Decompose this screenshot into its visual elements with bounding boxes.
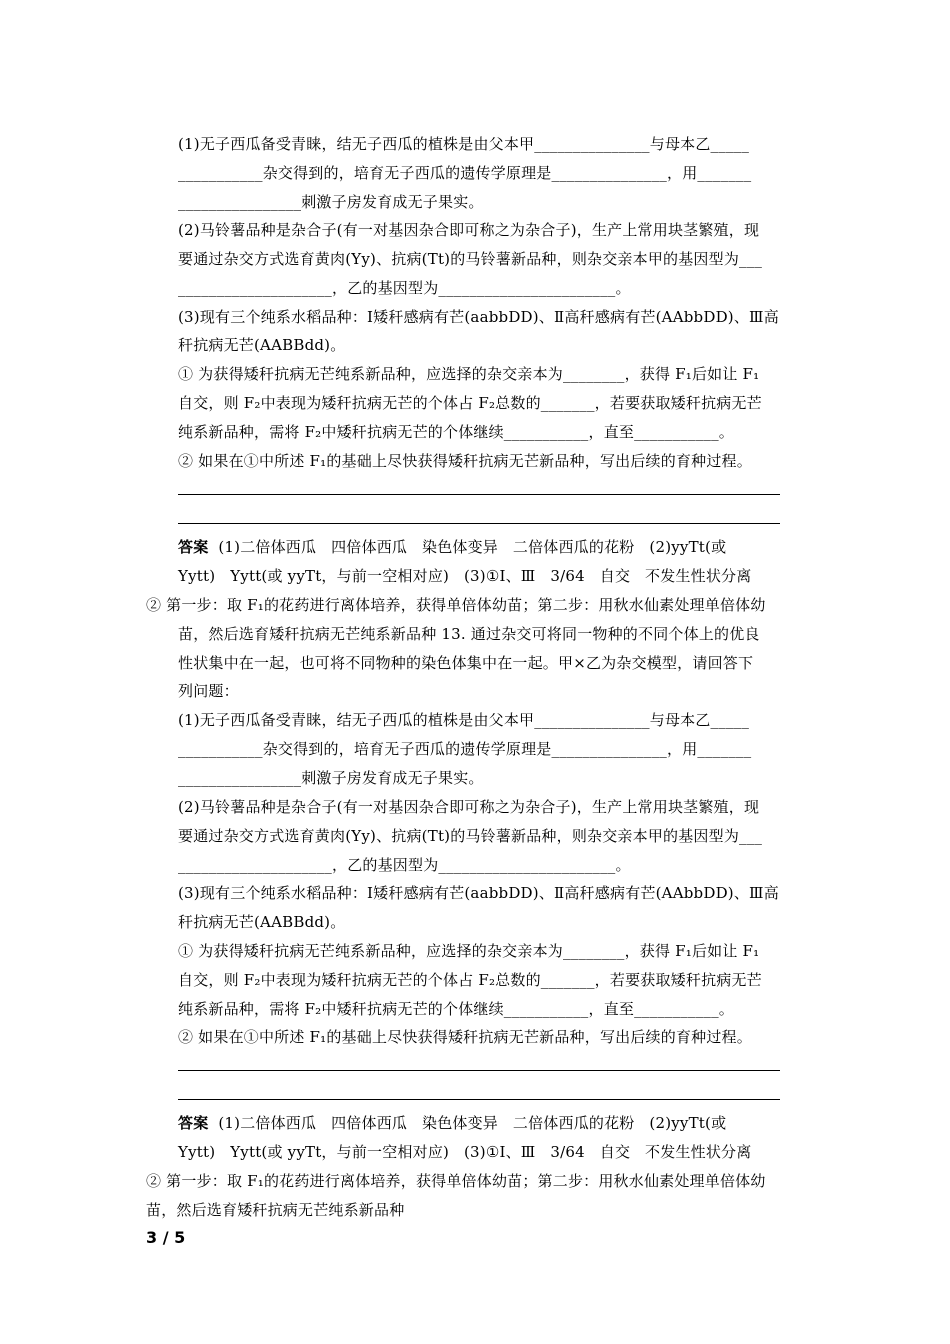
answer-line-1 bbox=[178, 1109, 812, 1138]
answer-label: 答案 bbox=[178, 538, 209, 556]
q1-line-2: ___________杂交得到的，培育无子西瓜的遗传学原理是_______________，用_______ bbox=[178, 164, 752, 182]
q2-line-1: (2)马铃薯品种是杂合子(有一对基因杂合即可称之为杂合子)，生产上常用块茎繁殖，现 bbox=[178, 798, 760, 816]
q3-line-5: 纯系新品种，需将 F₂中矮秆抗病无芒的个体继续___________，直至___________。 bbox=[178, 1000, 734, 1018]
q3-line-1: (3)现有三个纯系水稻品种：Ⅰ矮秆感病有芒(aabbDD)、Ⅱ高秆感病有芒(AAbbDD)、Ⅲ高 bbox=[178, 884, 779, 902]
q3-line-5: 纯系新品种，需将 F₂中矮秆抗病无芒的个体继续___________，直至___________。 bbox=[178, 423, 734, 441]
page-number: 3 / 5 bbox=[146, 1228, 186, 1247]
q1-line-1: (1)无子西瓜备受青睐，结无子西瓜的植株是由父本甲_______________与母本乙_____ bbox=[178, 711, 750, 729]
answer-blank-line bbox=[178, 523, 780, 524]
answer-line-4: 苗，然后选育矮秆抗病无芒纯系新品种 bbox=[146, 1201, 405, 1219]
q1-line-3: ________________刺激子房发育成无子果实。 bbox=[178, 193, 484, 211]
answer-text: (1)二倍体西瓜 四倍体西瓜 染色体变异 二倍体西瓜的花粉 (2)yyTt(或 bbox=[208, 538, 727, 556]
answer-blank-line bbox=[178, 494, 780, 495]
answer-line-1 bbox=[178, 533, 812, 562]
q3-line-4: 自交，则 F₂中表现为矮秆抗病无芒的个体占 F₂总数的_______，若要获取矮秆抗病无芒 bbox=[178, 971, 762, 989]
answer-label: 答案 bbox=[178, 1114, 209, 1132]
answer-blank-line bbox=[178, 1099, 780, 1100]
q2-line-3: ____________________，乙的基因型为_______________________。 bbox=[178, 279, 631, 297]
q3-line-1: (3)现有三个纯系水稻品种：Ⅰ矮秆感病有芒(aabbDD)、Ⅱ高秆感病有芒(AAbbDD)、Ⅲ高 bbox=[178, 308, 779, 326]
answer-line-6: 列问题： bbox=[178, 682, 239, 700]
q2-line-1: (2)马铃薯品种是杂合子(有一对基因杂合即可称之为杂合子)，生产上常用块茎繁殖，现 bbox=[178, 221, 760, 239]
q1-line-1: (1)无子西瓜备受青睐，结无子西瓜的植株是由父本甲_______________与母本乙_____ bbox=[178, 135, 750, 153]
q2-line-2: 要通过杂交方式选育黄肉(Yy)、抗病(Tt)的马铃薯新品种，则杂交亲本甲的基因型为___ bbox=[178, 827, 763, 845]
q3-line-3: ① 为获得矮秆抗病无芒纯系新品种，应选择的杂交亲本为________，获得 F₁后如让 F₁ bbox=[178, 942, 760, 960]
q3-line-2: 秆抗病无芒(AABBdd)。 bbox=[178, 336, 346, 354]
answer-line-5: 性状集中在一起，也可将不同物种的染色体集中在一起。甲×乙为杂交模型，请回答下 bbox=[178, 654, 754, 672]
q2-line-2: 要通过杂交方式选育黄肉(Yy)、抗病(Tt)的马铃薯新品种，则杂交亲本甲的基因型为___ bbox=[178, 250, 763, 268]
q2-line-3: ____________________，乙的基因型为_______________________。 bbox=[178, 856, 631, 874]
answer-blank-line bbox=[178, 1070, 780, 1071]
q3-line-6: ② 如果在①中所述 F₁的基础上尽快获得矮秆抗病无芒新品种，写出后续的育种过程。 bbox=[178, 452, 752, 470]
q3-line-2: 秆抗病无芒(AABBdd)。 bbox=[178, 913, 346, 931]
q1-line-2: ___________杂交得到的，培育无子西瓜的遗传学原理是_______________，用_______ bbox=[178, 740, 752, 758]
answer-line-2: Yytt) Yytt(或 yyTt，与前一空相对应) (3)①Ⅰ、Ⅲ 3/64 自交 不发生性状分离 bbox=[178, 567, 752, 585]
answer-line-2: Yytt) Yytt(或 yyTt，与前一空相对应) (3)①Ⅰ、Ⅲ 3/64 自交 不发生性状分离 bbox=[178, 1143, 752, 1161]
q3-line-4: 自交，则 F₂中表现为矮秆抗病无芒的个体占 F₂总数的_______，若要获取矮秆抗病无芒 bbox=[178, 394, 762, 412]
answer-line-3: ② 第一步：取 F₁的花药进行离体培养，获得单倍体幼苗；第二步：用秋水仙素处理单倍体幼 bbox=[146, 596, 766, 614]
answer-line-3: ② 第一步：取 F₁的花药进行离体培养，获得单倍体幼苗；第二步：用秋水仙素处理单倍体幼 bbox=[146, 1172, 766, 1190]
q3-line-6: ② 如果在①中所述 F₁的基础上尽快获得矮秆抗病无芒新品种，写出后续的育种过程。 bbox=[178, 1028, 752, 1046]
answer-text: (1)二倍体西瓜 四倍体西瓜 染色体变异 二倍体西瓜的花粉 (2)yyTt(或 bbox=[208, 1114, 727, 1132]
q3-line-3: ① 为获得矮秆抗病无芒纯系新品种，应选择的杂交亲本为________，获得 F₁后如让 F₁ bbox=[178, 365, 760, 383]
answer-line-4: 苗，然后选育矮秆抗病无芒纯系新品种 13. 通过杂交可将同一物种的不同个体上的优良 bbox=[178, 625, 760, 643]
q1-line-3: ________________刺激子房发育成无子果实。 bbox=[178, 769, 484, 787]
